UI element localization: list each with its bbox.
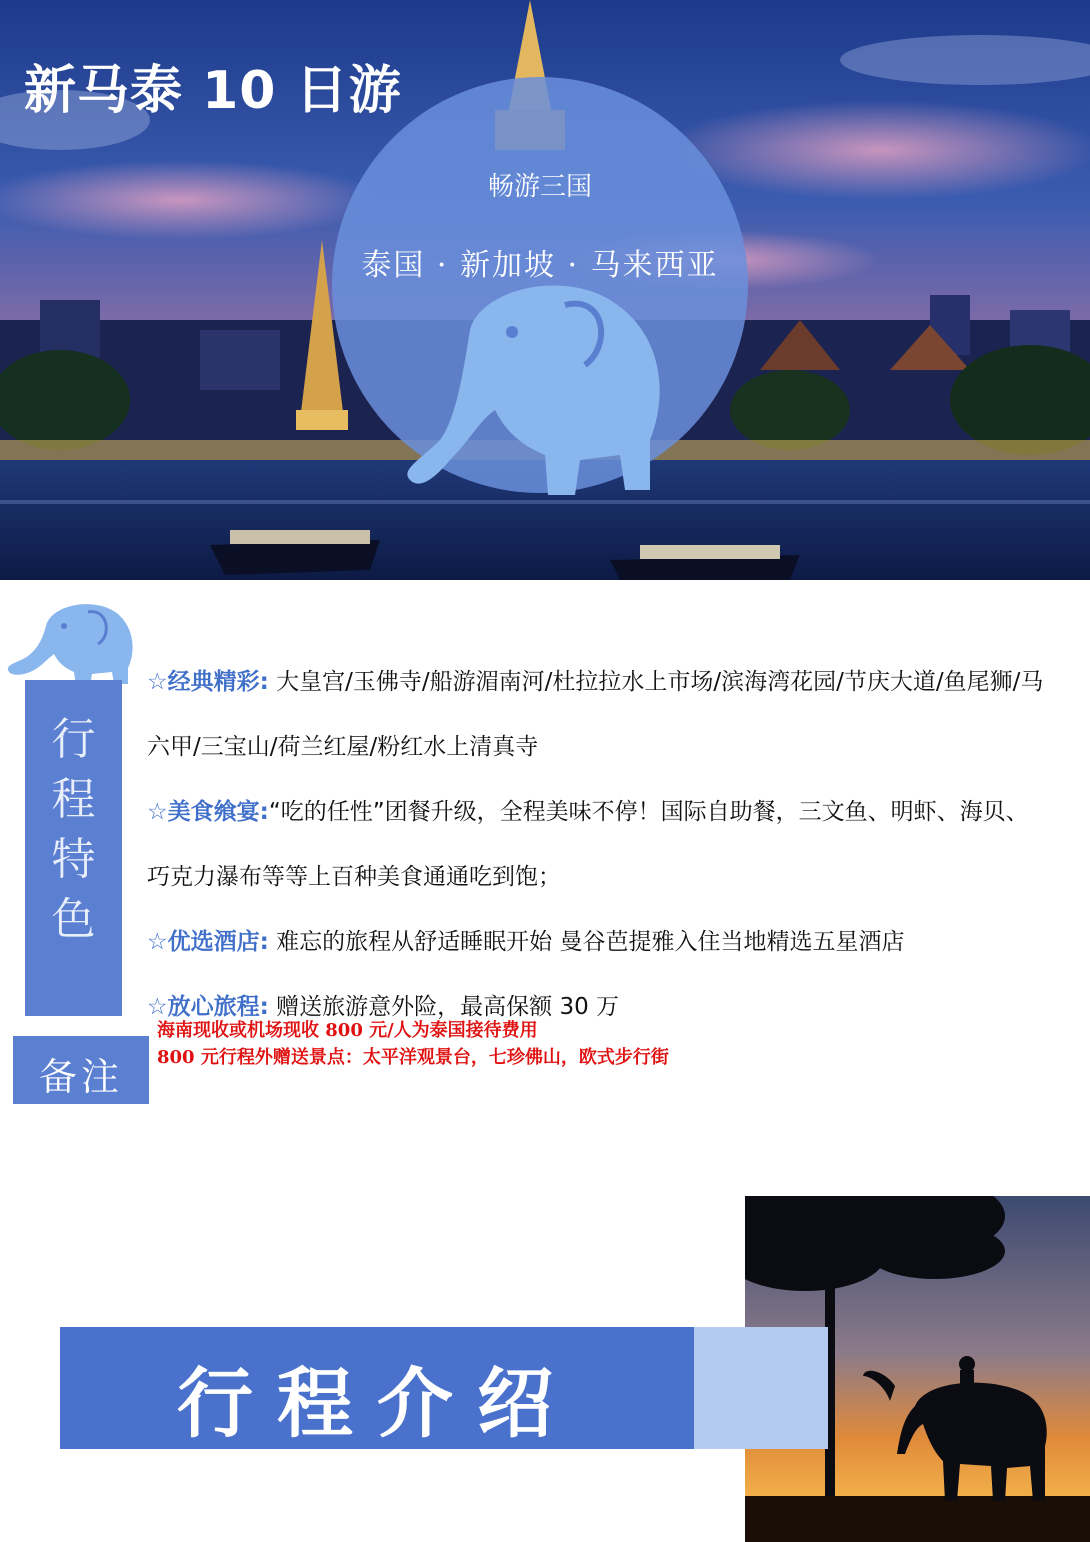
feature-heading-char: 特 — [51, 834, 96, 885]
feature-heading-panel — [25, 680, 122, 1016]
notes-label-box — [13, 1036, 149, 1104]
feature-text: “吃的任性”团餐升级，全程美味不停！国际自助餐，三文鱼、明虾、海贝、巧克力瀑布等等上百种美食通通吃到饱； — [147, 799, 1029, 890]
feature-list — [147, 650, 1047, 1040]
elephant-icon — [6, 596, 136, 690]
feature-label: ☆经典精彩: — [147, 669, 269, 695]
feature-label: ☆美食飨宴: — [147, 799, 269, 825]
hero-photo — [0, 0, 1090, 580]
feature-text: 难忘的旅程从舒适睡眠开始 曼谷芭提雅入住当地精选五星酒店 — [276, 929, 905, 955]
note-line: 海南现收或机场现收 800 元/人为泰国接待费用 — [157, 1020, 538, 1041]
banner-accent — [690, 1327, 828, 1449]
banner-title: 行程介绍 — [177, 1359, 577, 1448]
feature-heading-char: 色 — [51, 894, 96, 945]
feature-text: 赠送旅游意外险，最高保额 30 万 — [276, 994, 620, 1020]
notes-label: 备注 — [38, 1055, 123, 1099]
feature-label: ☆放心旅程: — [147, 994, 269, 1020]
note-line: 800 元行程外赠送景点：太平洋观景台，七珍佛山，欧式步行街 — [157, 1047, 669, 1068]
page-title: 新马泰 10 日游 — [24, 61, 402, 121]
notes-list — [157, 1017, 669, 1071]
feature-item — [147, 780, 1047, 910]
feature-text: 大皇宫/玉佛寺/船游湄南河/杜拉拉水上市场/滨海湾花园/节庆大道/鱼尾狮/马六甲/三宝山/荷兰红屋/粉红水上清真寺 — [147, 669, 1044, 760]
feature-heading-char: 行 — [51, 714, 96, 765]
feature-item — [147, 650, 1047, 780]
circle-subtitle: 畅游三国 — [487, 172, 592, 202]
circle-countries: 泰国 · 新加坡 · 马来西亚 — [361, 248, 719, 283]
feature-heading-char: 程 — [51, 774, 96, 825]
feature-item — [147, 910, 1047, 975]
itinerary-banner — [60, 1327, 694, 1449]
feature-label: ☆优选酒店: — [147, 929, 269, 955]
feature-heading — [25, 710, 122, 950]
